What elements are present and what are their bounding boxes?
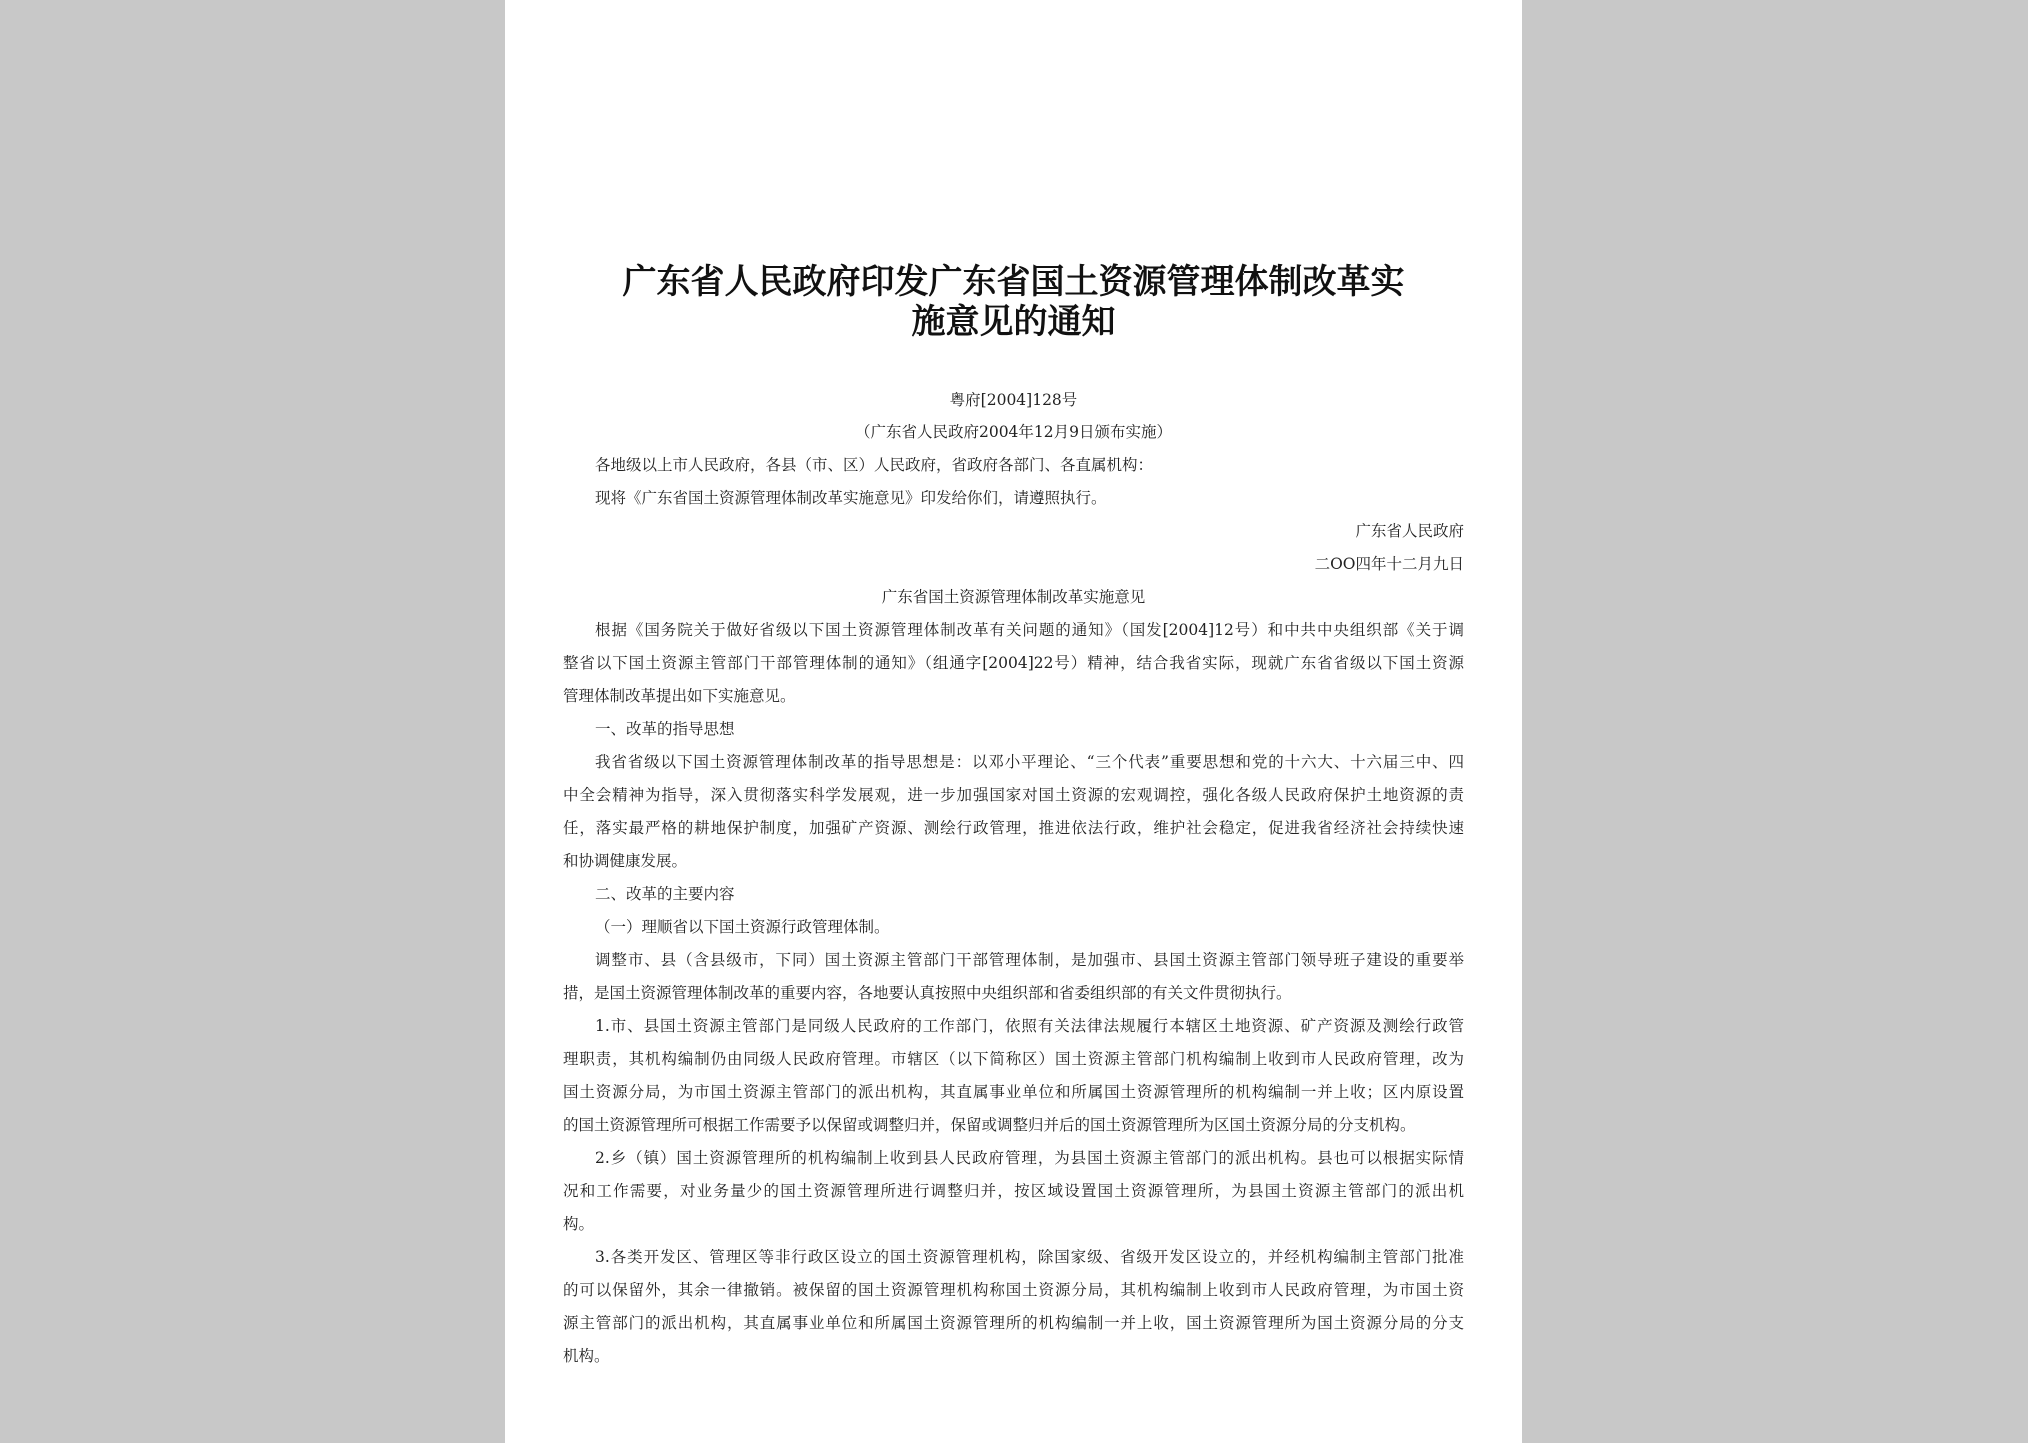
- body-line: 3.各类开发区、管理区等非行政区设立的国土资源管理机构，除国家级、省级开发区设立的，并经机构编制主管部门批准: [595, 1248, 1464, 1266]
- body-line: 的国土资源管理所可根据工作需要予以保留或调整归并，保留或调整归并后的国土资源管理所为区国土资源分局的分支机构。: [563, 1116, 1416, 1134]
- body-line: 调整市、县（含县级市，下同）国土资源主管部门干部管理体制，是加强市、县国土资源主管部门领导班子建设的重要举: [595, 951, 1464, 969]
- body-line: 我省省级以下国土资源管理体制改革的指导思想是：以邓小平理论、“三个代表”重要思想和党的十六大、十六届三中、四: [595, 753, 1464, 771]
- document-title-line-1: 广东省人民政府印发广东省国土资源管理体制改革实: [622, 262, 1405, 302]
- body-line: 况和工作需要，对业务量少的国土资源管理所进行调整归并，按区域设置国土资源管理所，为县国土资源主管部门的派出机: [563, 1182, 1464, 1200]
- body-line: 2.乡（镇）国土资源管理所的机构编制上收到县人民政府管理，为县国土资源主管部门的派出机构。县也可以根据实际情: [595, 1149, 1464, 1167]
- body-line: 理职责，其机构编制仍由同级人民政府管理。市辖区（以下简称区）国土资源主管部门机构编制上收到市人民政府管理，改为: [563, 1050, 1464, 1068]
- section-heading: 二、改革的主要内容: [595, 885, 735, 903]
- signature-org: 广东省人民政府: [1355, 522, 1464, 540]
- body-line: 国土资源分局，为市国土资源主管部门的派出机构，其直属事业单位和所属国土资源管理所的机构编制一并上收；区内原设置: [563, 1083, 1464, 1101]
- document-number: 粤府[2004]128号: [949, 391, 1078, 409]
- subsection-heading: （一）理顺省以下国土资源行政管理体制。: [595, 918, 890, 936]
- document-page: [505, 0, 1522, 1443]
- body-line: 构。: [563, 1215, 595, 1233]
- issued-note: （广东省人民政府2004年12月9日颁布实施）: [854, 423, 1173, 441]
- body-line: 整省以下国土资源主管部门干部管理体制的通知》（组通字[2004]22号）精神，结合我省实际，现就广东省省级以下国土资源: [563, 654, 1464, 672]
- addressees: 各地级以上市人民政府，各县（市、区）人民政府，省政府各部门、各直属机构：: [595, 456, 1154, 474]
- body-line: 根据《国务院关于做好省级以下国土资源管理体制改革有关问题的通知》（国发[2004]12号）和中共中央组织部《关于调: [595, 621, 1464, 639]
- body-line: 的可以保留外，其余一律撤销。被保留的国土资源管理机构称国土资源分局，其机构编制上收到市人民政府管理，为市国土资: [563, 1281, 1464, 1299]
- signature-date: 二OO四年十二月九日: [1314, 555, 1464, 573]
- intro-paragraph: 现将《广东省国土资源管理体制改革实施意见》印发给你们，请遵照执行。: [595, 489, 1107, 507]
- body-line: 任，落实最严格的耕地保护制度，加强矿产资源、测绘行政管理，推进依法行政，维护社会稳定，促进我省经济社会持续快速: [563, 819, 1464, 837]
- body-line: 措，是国土资源管理体制改革的重要内容，各地要认真按照中央组织部和省委组织部的有关文件贯彻执行。: [563, 984, 1292, 1002]
- body-line: 源主管部门的派出机构，其直属事业单位和所属国土资源管理所的机构编制一并上收，国土资源管理所为国土资源分局的分支: [563, 1314, 1464, 1332]
- body-line: 中全会精神为指导，深入贯彻落实科学发展观，进一步加强国家对国土资源的宏观调控，强化各级人民政府保护土地资源的责: [563, 786, 1464, 804]
- body-line: 机构。: [563, 1347, 610, 1365]
- section-heading: 一、改革的指导思想: [595, 720, 735, 738]
- body-line: 和协调健康发展。: [563, 852, 688, 870]
- body-line: 1.市、县国土资源主管部门是同级人民政府的工作部门，依照有关法律法规履行本辖区土地资源、矿产资源及测绘行政管: [595, 1017, 1464, 1035]
- body-line: 管理体制改革提出如下实施意见。: [563, 687, 796, 705]
- document-subtitle: 广东省国土资源管理体制改革实施意见: [881, 588, 1146, 606]
- document-title-line-2: 施意见的通知: [911, 302, 1116, 342]
